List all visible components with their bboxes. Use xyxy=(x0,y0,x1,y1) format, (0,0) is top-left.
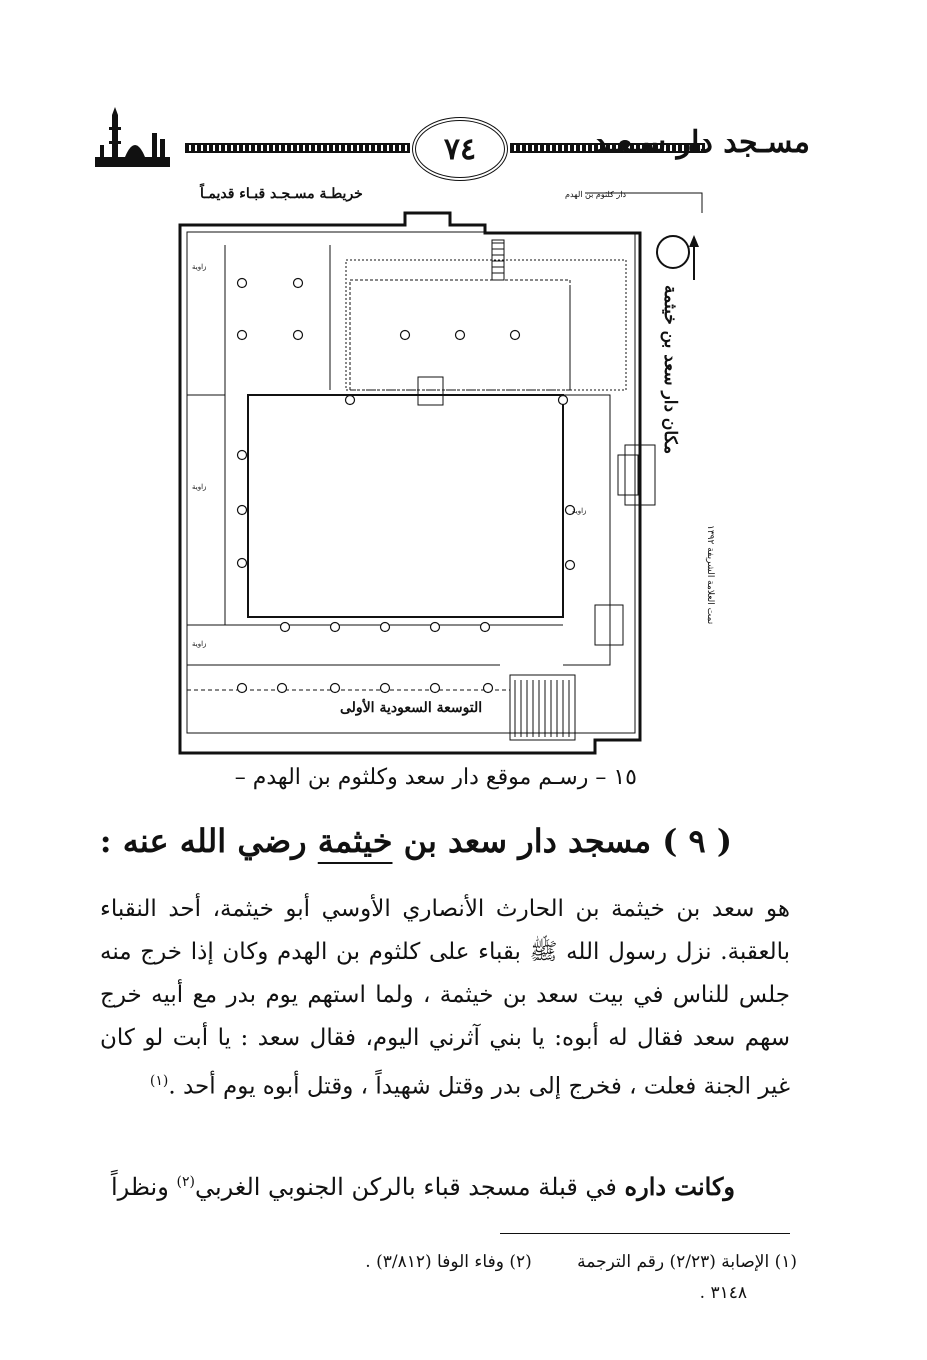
map-small-label: زاوية xyxy=(572,507,587,515)
mosque-floor-plan xyxy=(170,185,715,755)
page-header xyxy=(90,105,810,185)
column-marker xyxy=(281,623,290,632)
column-marker xyxy=(566,561,575,570)
column-marker xyxy=(431,623,440,632)
section-heading xyxy=(100,822,732,860)
section-title-part: رضي الله عنه : xyxy=(99,822,307,860)
paragraph-house-location xyxy=(90,1162,735,1207)
column-marker xyxy=(278,684,287,693)
column-marker xyxy=(559,396,568,405)
column-marker xyxy=(381,623,390,632)
column-marker xyxy=(238,684,247,693)
section-title-part: مسجد دار سعد بن xyxy=(403,822,652,860)
column-marker xyxy=(484,684,493,693)
column-marker xyxy=(431,684,440,693)
page-number: ٧٤ xyxy=(412,117,508,181)
paragraph-biography xyxy=(100,888,790,1109)
column-marker xyxy=(456,331,465,340)
bold-lead: وكانت داره xyxy=(624,1172,735,1201)
paragraph-text: هو سعد بن خيثمة بن الحارث الأنصاري الأوسي أبو خيثمة، أحد النقباء بالعقبة. نزل رسول الله ﷺ بقباء على كلثوم بن الهدم وكان إذا خرج منه جلس للناس في بيت سعد بن خيثمة ، ولما استهم يوم بدر مع أبيه خرج سهم سعد فقال له أبوه: يا بني آثرني اليوم، فقال سعد : يا أبت لو كان غير الجنة فعلت ، فخرج إلى بدر وقتل شهيداً ، وقتل أبوه يوم أحد . xyxy=(100,896,790,1100)
footnote-1-continued: ٣١٤٨ . xyxy=(699,1283,747,1303)
footnote-2: (٢) وفاء الوفا (٣/٨١٢) . xyxy=(365,1252,532,1272)
footnote-1: (١) الإصابة (٢/٢٣) رقم الترجمة xyxy=(577,1252,797,1272)
column-marker xyxy=(238,331,247,340)
section-title-underlined: خيثمة xyxy=(317,822,393,860)
footnotes-line xyxy=(365,1252,797,1272)
map-label-saudi-expansion: التوسعة السعودية الأولى xyxy=(340,700,483,716)
running-title: مسـجد دار سـعـد xyxy=(593,125,810,160)
column-marker xyxy=(381,684,390,693)
column-marker xyxy=(401,331,410,340)
mosque-icon xyxy=(90,105,175,175)
map-small-label: زاوية xyxy=(192,640,207,648)
footnote-ref: (٢) xyxy=(176,1174,195,1190)
paragraph-text: في قبلة مسجد قباء بالركن الجنوبي الغربي xyxy=(194,1173,617,1201)
column-marker xyxy=(331,684,340,693)
column-marker xyxy=(238,506,247,515)
column-marker xyxy=(238,451,247,460)
column-marker xyxy=(346,396,355,405)
map-small-label: زاوية xyxy=(192,263,207,271)
section-number: ( ٩ ) xyxy=(662,822,732,860)
column-marker xyxy=(294,331,303,340)
header-ornament-left xyxy=(185,143,410,153)
column-marker xyxy=(294,279,303,288)
paragraph-text: ونظراً xyxy=(110,1173,169,1201)
column-marker xyxy=(481,623,490,632)
map-title: خريطـة مسـجـد قبـاء قديمـاً xyxy=(200,186,363,202)
column-marker xyxy=(511,331,520,340)
map-small-label: زاوية xyxy=(192,483,207,491)
map-stamp: تمت العلامة الشريفة ١٣٩٢ xyxy=(705,525,715,625)
figure-caption: ١٥ – رسـم موقع دار سعد وكلثوم بن الهدم – xyxy=(234,765,637,790)
column-marker xyxy=(238,559,247,568)
map-label-sad-house: مكان دار سعد بن خيثمة xyxy=(660,285,680,455)
footnote-divider xyxy=(500,1233,790,1234)
column-marker xyxy=(331,623,340,632)
floor-plan-drawing xyxy=(170,185,715,755)
footnote-ref: (١) xyxy=(149,1073,169,1089)
column-marker xyxy=(238,279,247,288)
map-top-note: دار كلثوم بن الهدم xyxy=(565,190,627,199)
